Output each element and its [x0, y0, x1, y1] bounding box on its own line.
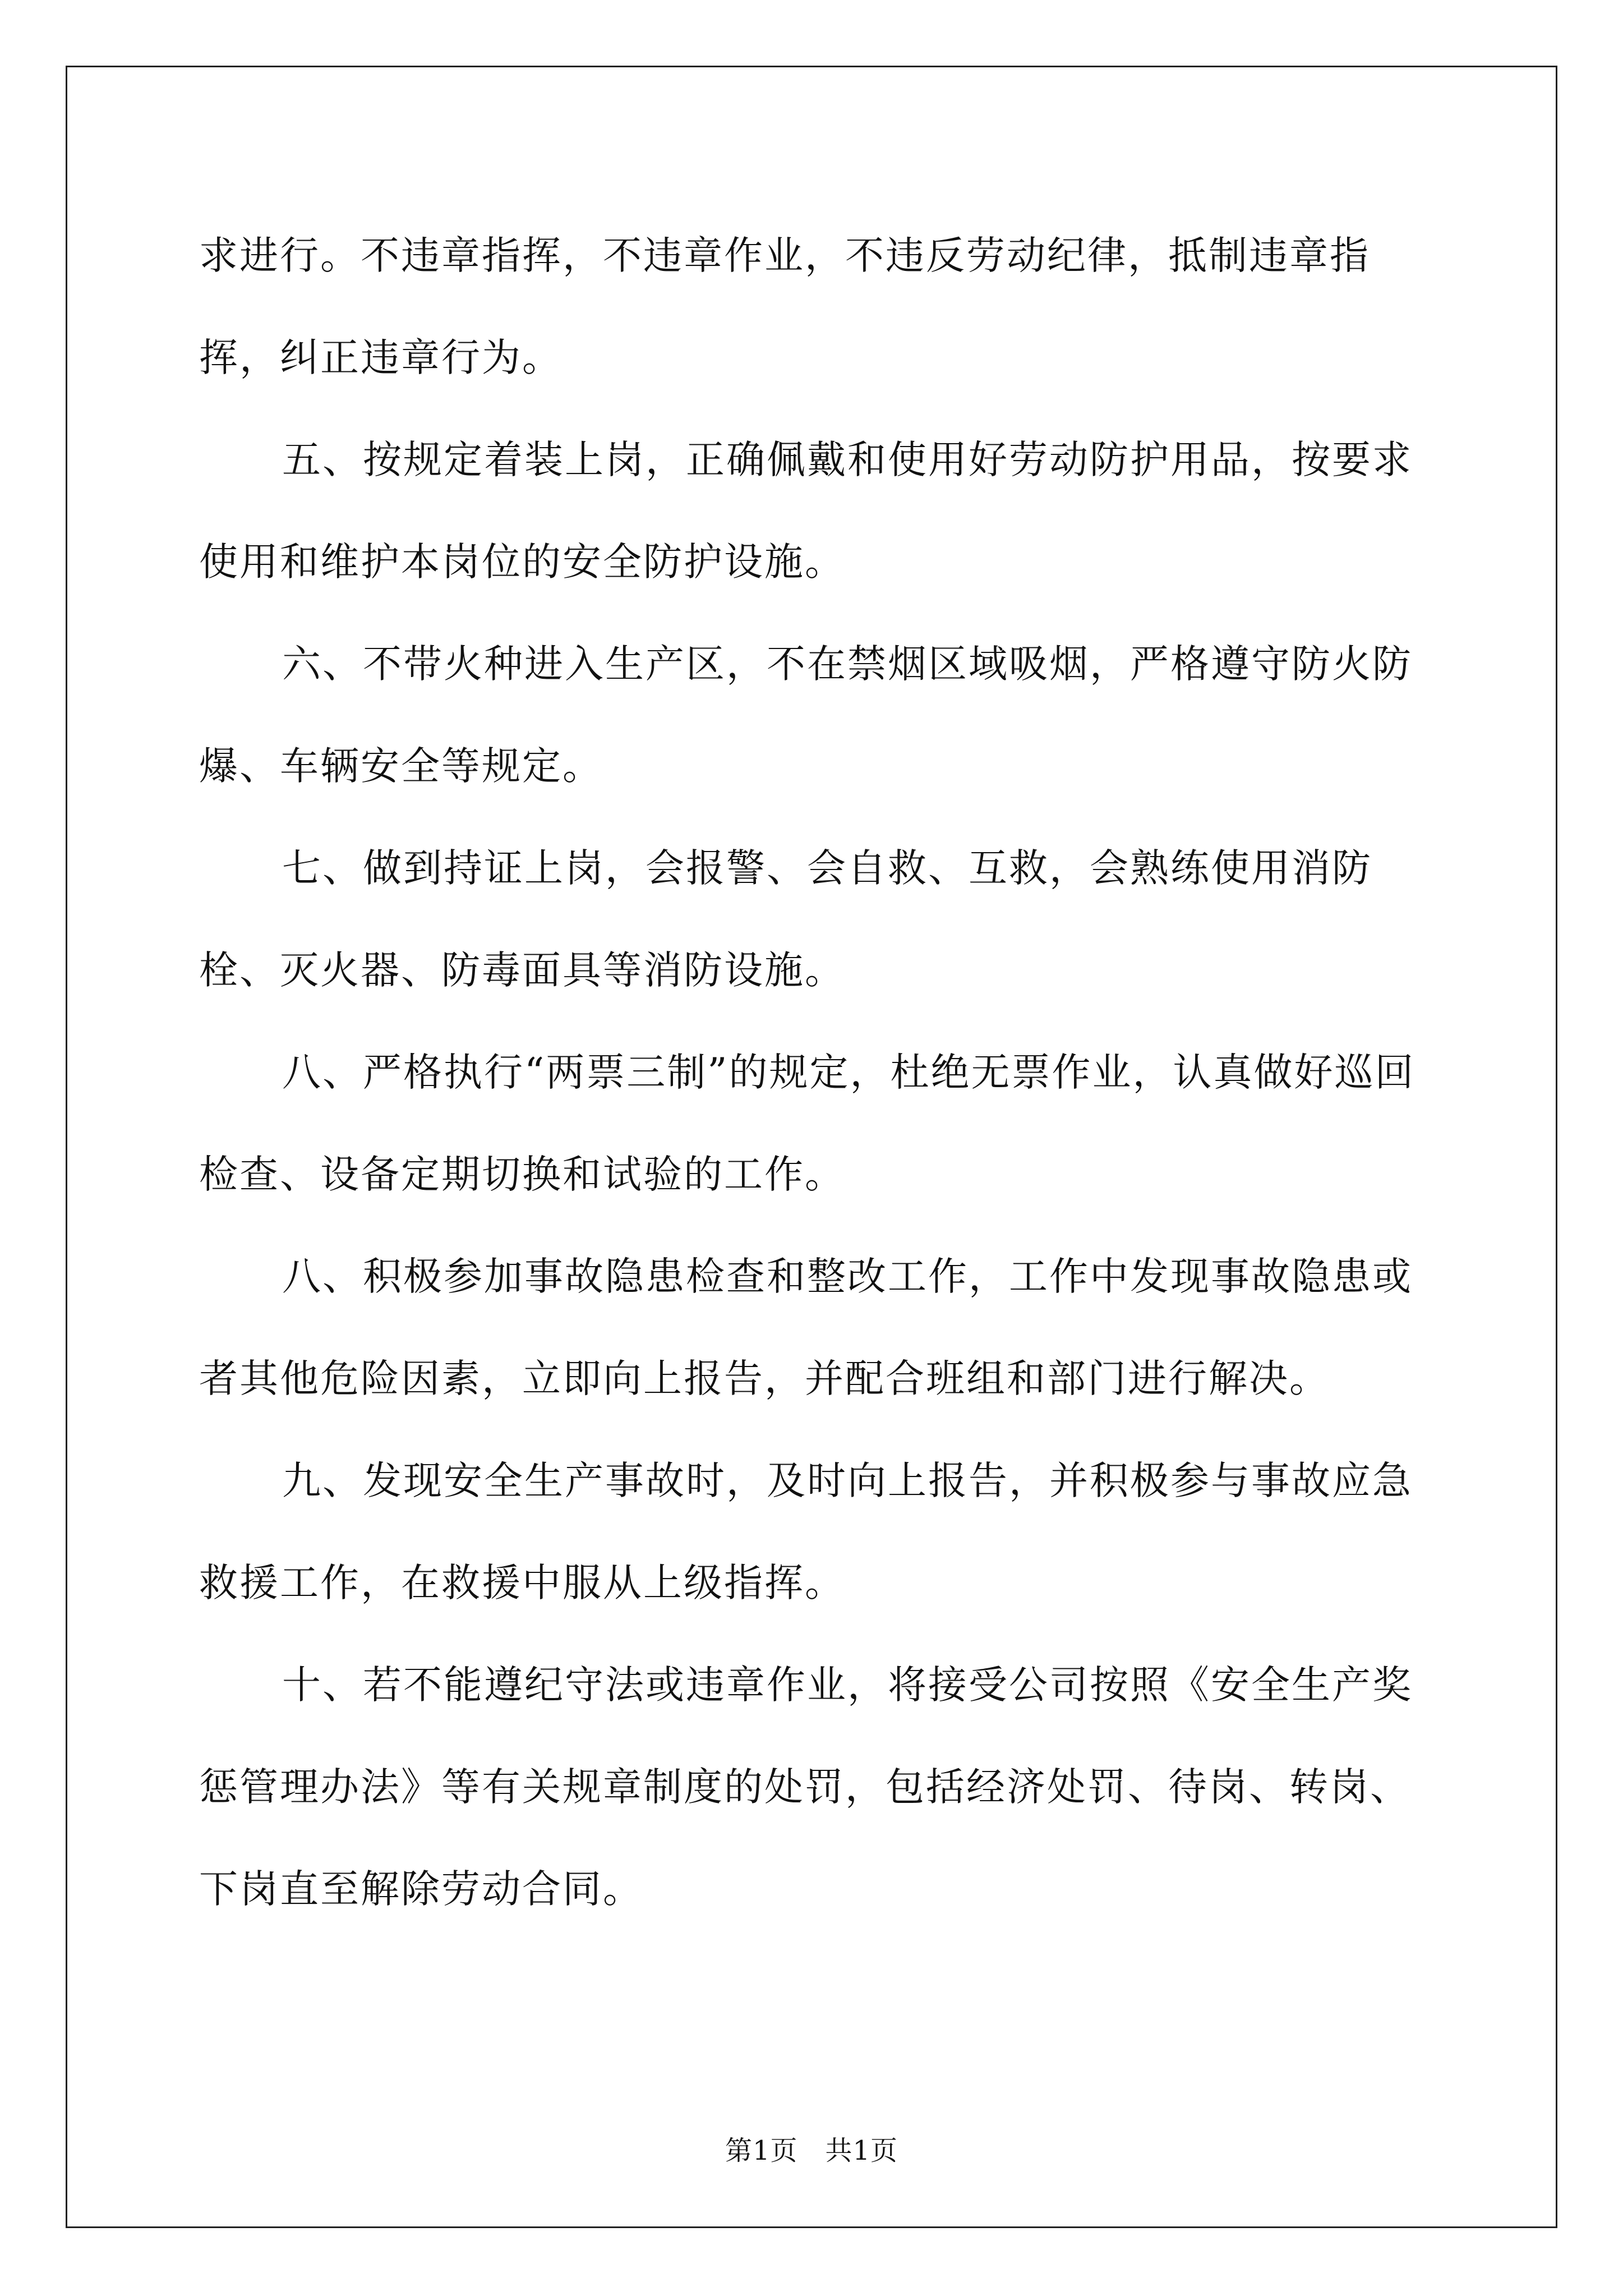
paragraph-item-5: 五、按规定着装上岗，正确佩戴和使用好劳动防护用品，按要求使用和维护本岗位的安全防护设施。: [199, 438, 1413, 585]
paragraph-item-6: 六、不带火种进入生产区，不在禁烟区域吸烟，严格遵守防火防爆、车辆安全等规定。: [199, 642, 1413, 789]
paragraph-item-9: 九、发现安全生产事故时，及时向上报告，并积极参与事故应急救援工作，在救援中服从上级指挥。: [199, 1458, 1413, 1605]
paragraph-item-7: 七、做到持证上岗，会报警、会自救、互救，会熟练使用消防栓、灭火器、防毒面具等消防设施。: [199, 846, 1372, 993]
paragraph-continued: 求进行。不违章指挥，不违章作业，不违反劳动纪律，抵制违章指挥，纠正违章行为。: [199, 233, 1370, 380]
paragraph-item-8a: 八、严格执行“两票三制”的规定，杜绝无票作业，认真做好巡回检查、设备定期切换和试验的工作。: [199, 1050, 1415, 1197]
paragraph-item-10: 十、若不能遵纪守法或违章作业，将接受公司按照《安全生产奖惩管理办法》等有关规章制度的处罚，包括经济处罚、待岗、转岗、下岗直至解除劳动合同。: [199, 1663, 1413, 1912]
page-number: 第1页 共1页: [725, 2135, 898, 2166]
paragraph-item-8b: 八、积极参加事故隐患检查和整改工作，工作中发现事故隐患或者其他危险因素，立即向上报告，并配合班组和部门进行解决。: [199, 1254, 1413, 1401]
document-body: [199, 205, 1450, 1940]
